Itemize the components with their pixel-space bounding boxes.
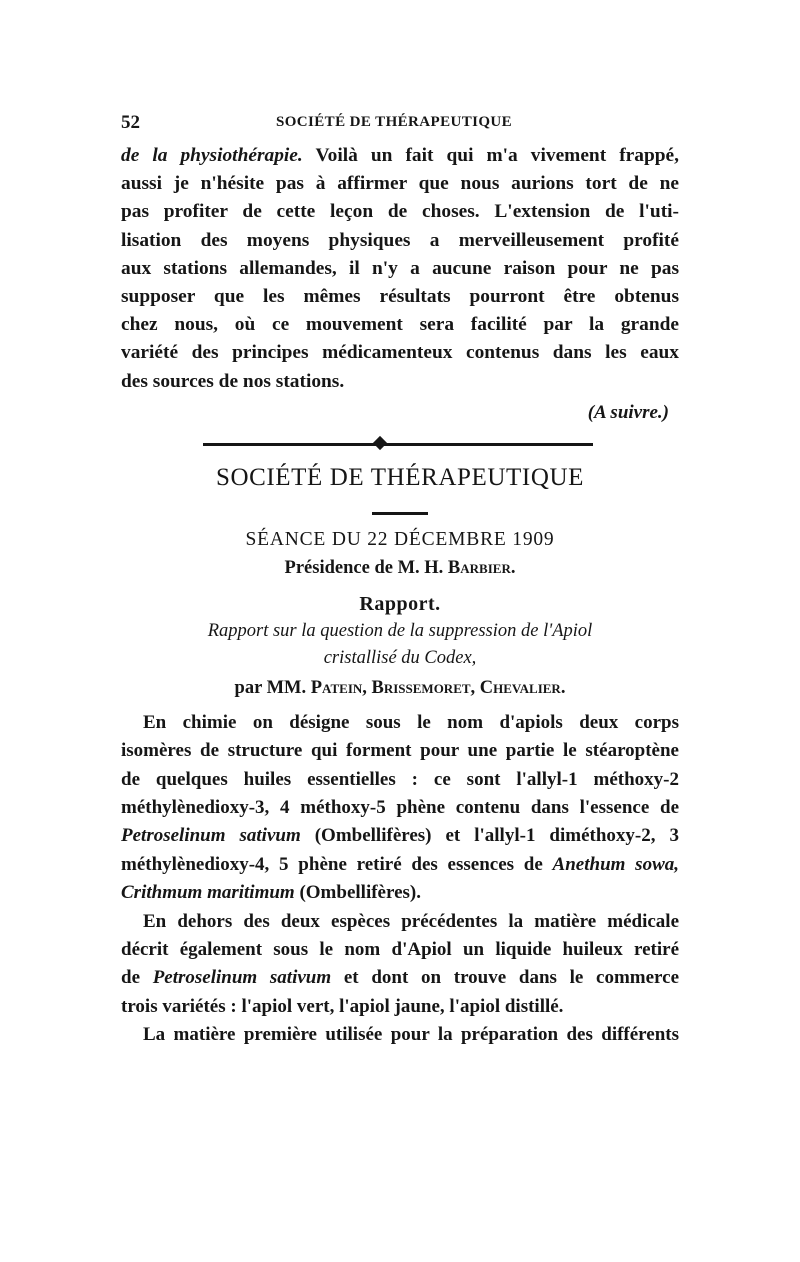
text-line: pas profiter de cette leçon de choses. L'extension de l'uti- — [121, 201, 679, 223]
authors-suffix: . — [560, 677, 566, 698]
authors — [121, 678, 679, 699]
running-head — [121, 112, 679, 138]
paragraph — [121, 908, 679, 1022]
text-line: trois variétés : l'apiol vert, l'apiol jaune, l'apiol distillé. — [121, 995, 564, 1017]
text-run: Voilà un fait qui m'a vivement frappé, — [302, 145, 679, 166]
text-line — [121, 964, 679, 992]
text-line — [121, 879, 679, 907]
text-line: décrit également sous le nom d'Apiol un liquide huileux retiré — [121, 939, 679, 961]
running-title: SOCIÉTÉ DE THÉRAPEUTIQUE — [276, 114, 513, 130]
rapport-subtitle — [121, 618, 679, 672]
text-line: chez nous, où ce mouvement sera facilité par la grande — [121, 314, 679, 336]
presidence — [121, 558, 679, 579]
italic-phrase: Crithmum maritimum — [121, 882, 295, 904]
presidence-name: Barbier — [447, 557, 511, 578]
text-line: supposer que les mêmes résultats pourront être obtenus — [121, 286, 679, 308]
text-line: variété des principes médicamenteux contenus dans les eaux — [121, 342, 679, 364]
section-divider — [121, 434, 679, 454]
document-page — [121, 112, 679, 1050]
authors-prefix: par MM. — [234, 677, 311, 698]
text-line: aussi je n'hésite pas à affirmer que nous aurions tort de ne — [121, 173, 679, 195]
page-number: 52 — [121, 112, 140, 133]
italic-phrase: Anethum sowa, — [552, 853, 679, 875]
society-title: SOCIÉTÉ DE THÉRAPEUTIQUE — [215, 463, 585, 491]
text-line — [121, 142, 679, 170]
paragraph — [121, 709, 679, 908]
seance-date: SÉANCE DU 22 DÉCEMBRE 1909 — [245, 528, 555, 550]
text-run: de — [121, 967, 153, 989]
italic-phrase: Petroselinum sativum — [152, 967, 332, 989]
text-run: et dont on trouve dans le commerce — [331, 967, 679, 989]
presidence-suffix: . — [510, 557, 516, 578]
diamond-ornament-icon — [373, 436, 387, 450]
subtitle-line: Rapport sur la question de la suppression de l'Apiol — [207, 620, 593, 641]
text-line: En chimie on désigne sous le nom d'apiols deux corps — [143, 711, 679, 733]
rapport-heading: Rapport. — [359, 592, 441, 615]
text-line: méthylènedioxy-3, 4 méthoxy-5 phène contenu dans l'essence de — [121, 797, 679, 819]
subtitle-line: cristallisé du Codex, — [323, 647, 477, 668]
intro-paragraph — [121, 142, 679, 396]
text-run: (Ombellifères). — [294, 882, 421, 904]
italic-phrase: de la physiothérapie. — [121, 145, 303, 166]
presidence-prefix: Présidence de M. H. — [284, 557, 448, 578]
to-follow-note: (A suivre.) — [587, 401, 669, 423]
text-line: lisation des moyens physiques a merveilleusement profité — [121, 229, 679, 251]
text-run: (Ombellifères) et l'allyl-1 diméthoxy-2, 3 — [300, 825, 679, 847]
text-line: des sources de nos stations. — [121, 370, 345, 392]
text-line: La matière première utilisée pour la préparation des différents — [143, 1024, 679, 1046]
divider-line — [203, 443, 593, 446]
italic-phrase: Petroselinum sativum — [121, 825, 301, 847]
authors-names: Patein, Brissemoret, Chevalier — [310, 677, 561, 698]
text-line: aux stations allemandes, il n'y a aucune raison pour ne pas — [121, 257, 679, 279]
text-line: En dehors des deux espèces précédentes la matière médicale — [143, 910, 679, 932]
text-line — [121, 822, 679, 850]
text-line: isomères de structure qui forment pour une partie le stéaroptène — [121, 740, 679, 762]
text-line: de quelques huiles essentielles : ce sont l'allyl-1 méthoxy-2 — [121, 768, 679, 790]
rapport-body — [121, 709, 679, 1050]
text-line — [121, 851, 679, 879]
short-rule — [372, 512, 428, 515]
paragraph — [121, 1021, 679, 1049]
text-run: méthylènedioxy-4, 5 phène retiré des essences de — [121, 853, 553, 875]
